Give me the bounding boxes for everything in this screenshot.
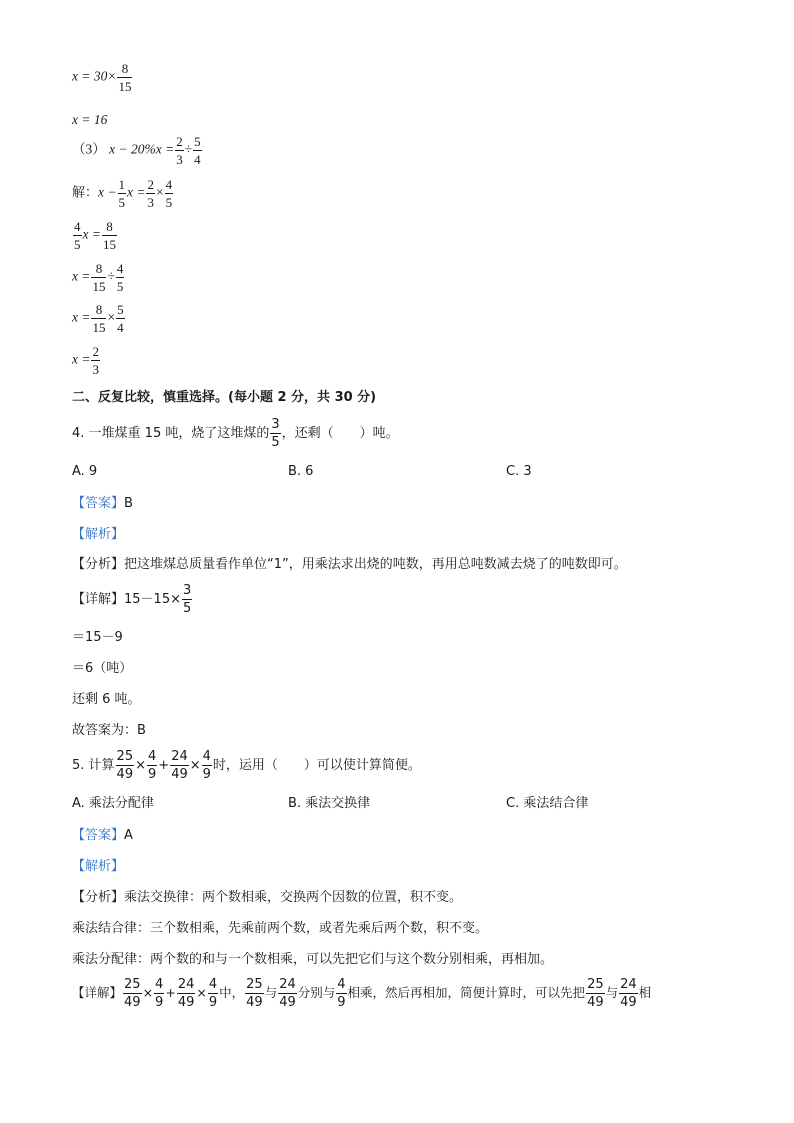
fraction: $\frac{4}{5}$ bbox=[116, 261, 124, 294]
fraction: $\frac{24}{49}$ bbox=[279, 977, 296, 1010]
operator: × bbox=[196, 985, 207, 1000]
equation-text: x = bbox=[72, 351, 91, 367]
fraction: $\frac{2}{3}$ bbox=[176, 134, 183, 167]
fraction: $\frac{25}{49}$ bbox=[587, 977, 604, 1010]
analysis-tag: 【解析】 bbox=[72, 527, 125, 542]
q5-assoc: 乘法结合律：三个数相乘，先乘前两个数，或者先乘后两个数，积不变。 bbox=[72, 921, 489, 936]
fraction: $\frac{25}{49}$ bbox=[246, 977, 263, 1010]
fenxi-text: 乘法交换律：两个数相乘，交换两个因数的位置，积不变。 bbox=[124, 890, 463, 905]
operator: × bbox=[189, 758, 201, 773]
fraction: $\frac{24}{49}$ bbox=[171, 749, 188, 782]
q4-fenxi bbox=[72, 558, 627, 571]
fraction: $\frac{25}{49}$ bbox=[116, 749, 134, 782]
solution-step-3 bbox=[72, 262, 125, 293]
fraction: $\frac{8}{15}$ bbox=[92, 302, 106, 335]
q5-option-b[interactable]: B. 乘法交换律 bbox=[288, 796, 371, 811]
q5-analysis-tag bbox=[72, 860, 124, 873]
answer-value: A bbox=[124, 828, 133, 843]
detail-tag: 【详解】 bbox=[72, 592, 125, 607]
fraction: $\frac{4}{9}$ bbox=[155, 977, 164, 1010]
detail-text: 相乘，然后再相加，简便计算时，可以先把 bbox=[347, 985, 586, 1000]
detail-text: 相 bbox=[638, 985, 652, 1000]
q5-dist: 乘法分配律：两个数的和与一个数相乘，可以先把它们与这个数分别相乘，再相加。 bbox=[72, 952, 554, 967]
q4-option-c[interactable]: C. 3 bbox=[506, 464, 532, 479]
q5-fenxi bbox=[72, 891, 462, 904]
detail-expression: 15－15× bbox=[124, 592, 181, 607]
fraction: $\frac{5}{4}$ bbox=[117, 302, 124, 335]
equation-line-2: x = 16 bbox=[72, 112, 108, 127]
part-label: （3） bbox=[72, 141, 106, 157]
q5-answer bbox=[72, 829, 133, 842]
question-text: ，还剩（ ）吨。 bbox=[281, 426, 399, 441]
detail-text: 与 bbox=[605, 985, 619, 1000]
section-heading: 二、反复比较，慎重选择。(每小题 2 分，共 30 分) bbox=[72, 390, 377, 405]
fraction: $\frac{4}{9}$ bbox=[202, 749, 211, 782]
answer-tag: 【答案】 bbox=[72, 828, 125, 843]
detail-text: 中， bbox=[219, 985, 245, 1000]
q4-final: 故答案为：B bbox=[72, 723, 146, 738]
fenxi-tag: 【分析】 bbox=[72, 890, 125, 905]
fraction: $\frac{3}{5}$ bbox=[271, 417, 280, 450]
equation-line-1 bbox=[72, 62, 133, 93]
equation-text: x = bbox=[72, 268, 91, 284]
equation-text: x − bbox=[98, 184, 117, 200]
operator: ÷ bbox=[107, 268, 115, 284]
operator: × bbox=[107, 309, 116, 325]
detail-text: 与 bbox=[264, 985, 278, 1000]
q5-option-a[interactable]: A. 乘法分配律 bbox=[72, 796, 154, 811]
equation-text: x − 20%x = bbox=[109, 141, 175, 157]
fraction: $\frac{4}{9}$ bbox=[337, 977, 346, 1010]
equation-text: x = bbox=[72, 309, 91, 325]
question-text: 时，运用（ ）可以使计算简便。 bbox=[212, 758, 421, 773]
detail-tag: 【详解】 bbox=[72, 985, 123, 1000]
fraction: $\frac{24}{49}$ bbox=[620, 977, 637, 1010]
fraction: $\frac{8}{15}$ bbox=[118, 61, 132, 94]
answer-tag: 【答案】 bbox=[72, 496, 125, 511]
part3-equation bbox=[72, 135, 203, 166]
q4-remain: 还剩 6 吨。 bbox=[72, 692, 141, 707]
fraction: $\frac{3}{5}$ bbox=[183, 583, 192, 616]
operator: + bbox=[165, 985, 176, 1000]
fraction: $\frac{2}{3}$ bbox=[92, 344, 99, 377]
analysis-tag: 【解析】 bbox=[72, 859, 125, 874]
q4-step-1: ＝15－9 bbox=[72, 630, 123, 645]
fenxi-text: 把这堆煤总质量看作单位“1”，用乘法求出烧的吨数，再用总吨数减去烧了的吨数即可。 bbox=[124, 557, 627, 572]
operator: × bbox=[155, 184, 164, 200]
fraction: $\frac{8}{15}$ bbox=[92, 261, 106, 294]
equation-text: x = 30× bbox=[72, 68, 117, 84]
q4-analysis-tag bbox=[72, 528, 124, 541]
equation-text: x = bbox=[82, 226, 101, 242]
q5-option-c[interactable]: C. 乘法结合律 bbox=[506, 796, 589, 811]
q5-detail bbox=[72, 978, 651, 1009]
fraction: $\frac{4}{9}$ bbox=[148, 749, 157, 782]
solution-step-4 bbox=[72, 303, 126, 334]
question-5-stem bbox=[72, 750, 421, 781]
fraction: $\frac{4}{5}$ bbox=[74, 219, 81, 252]
fraction: $\frac{4}{5}$ bbox=[165, 177, 173, 210]
q4-step-2: ＝6（吨） bbox=[72, 661, 133, 676]
operator: + bbox=[158, 758, 170, 773]
fenxi-tag: 【分析】 bbox=[72, 557, 125, 572]
solution-step-2 bbox=[72, 220, 118, 251]
solution-step-5 bbox=[72, 345, 101, 376]
fraction: $\frac{25}{49}$ bbox=[124, 977, 141, 1010]
detail-text: 分别与 bbox=[297, 985, 336, 1000]
solution-label: 解： bbox=[72, 185, 99, 201]
question-text: 5. 计算 bbox=[72, 758, 115, 773]
operator: × bbox=[135, 758, 146, 773]
q4-option-b[interactable]: B. 6 bbox=[288, 464, 314, 479]
fraction: $\frac{2}{3}$ bbox=[147, 177, 154, 210]
operator: ÷ bbox=[184, 141, 193, 157]
q4-option-a[interactable]: A. 9 bbox=[72, 464, 98, 479]
fraction: $\frac{8}{15}$ bbox=[102, 219, 116, 252]
fraction: $\frac{24}{49}$ bbox=[177, 977, 195, 1010]
fraction: $\frac{4}{9}$ bbox=[208, 977, 218, 1010]
operator: × bbox=[142, 985, 154, 1000]
answer-value: B bbox=[124, 496, 133, 511]
equation-text: x = bbox=[127, 184, 146, 200]
solution-step-1 bbox=[72, 178, 174, 209]
fraction: $\frac{1}{5}$ bbox=[118, 177, 125, 210]
question-text: 4. 一堆煤重 15 吨，烧了这堆煤的 bbox=[72, 426, 270, 441]
q4-detail bbox=[72, 584, 193, 615]
q4-answer bbox=[72, 497, 133, 510]
question-4-stem bbox=[72, 418, 399, 449]
fraction: $\frac{5}{4}$ bbox=[194, 134, 201, 167]
